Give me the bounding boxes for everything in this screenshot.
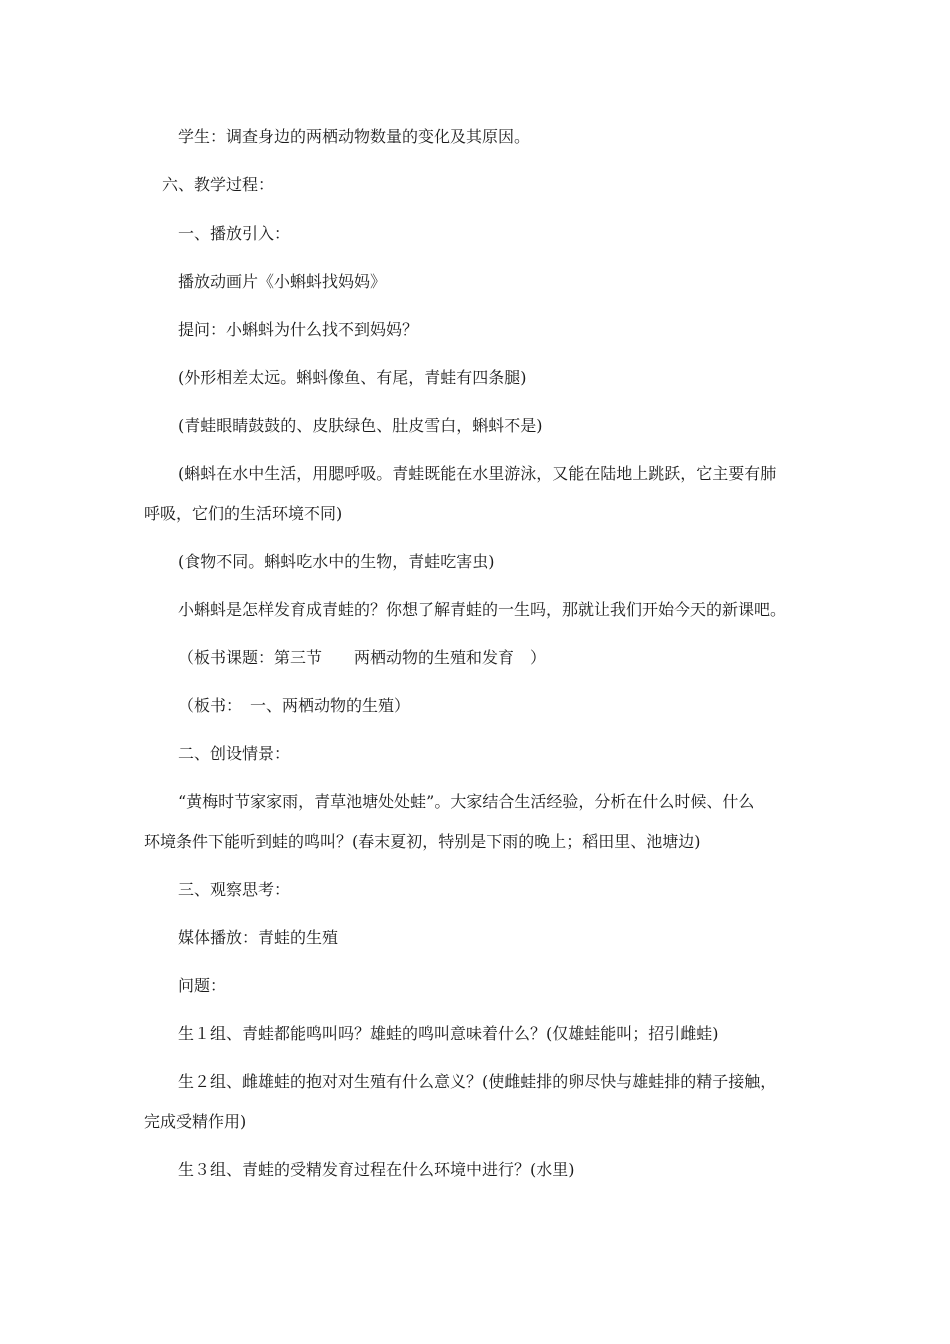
heading-scenario: 二、创设情景： bbox=[178, 744, 291, 763]
heading-teaching-process: 六、教学过程： bbox=[162, 175, 275, 194]
text-line-questions-label: 问题： bbox=[178, 976, 227, 995]
text-line-answer-2: (青蛙眼睛鼓鼓的、皮肤绿色、肚皮雪白，蝌蚪不是) bbox=[178, 416, 543, 435]
text-line-answer-1: (外形相差太远。蝌蚪像鱼、有尾，青蛙有四条腿) bbox=[178, 368, 527, 387]
text-line-poem: “黄梅时节家家雨，青草池塘处处蛙”。大家结合生活经验，分析在什么时候、什么 bbox=[178, 792, 755, 811]
text-line-group-2-cont: 完成受精作用) bbox=[144, 1112, 247, 1131]
text-line-answer-4: (食物不同。蝌蚪吃水中的生物，青蛙吃害虫) bbox=[178, 552, 495, 571]
text-line-play-animation: 播放动画片《小蝌蚪找妈妈》 bbox=[178, 272, 387, 291]
text-line-group-1: 生１组、青蛙都能鸣叫吗？雄蛙的鸣叫意味着什么？(仅雄蛙能叫；招引雌蛙) bbox=[178, 1024, 719, 1043]
text-line-board-note: （板书： 一、两栖动物的生殖） bbox=[178, 696, 411, 715]
text-line-question: 提问：小蝌蚪为什么找不到妈妈？ bbox=[178, 320, 419, 339]
heading-observe: 三、观察思考： bbox=[178, 880, 291, 899]
text-line-poem-cont: 环境条件下能听到蛙的鸣叫？(春末夏初，特别是下雨的晚上；稻田里、池塘边) bbox=[144, 832, 701, 851]
text-line-board-title: （板书课题：第三节 两栖动物的生殖和发育 ） bbox=[178, 648, 547, 667]
heading-intro: 一、播放引入： bbox=[178, 224, 291, 243]
text-line-transition: 小蝌蚪是怎样发育成青蛙的？你想了解青蛙的一生吗，那就让我们开始今天的新课吧。 bbox=[178, 600, 787, 619]
text-line-student-task: 学生：调查身边的两栖动物数量的变化及其原因。 bbox=[178, 127, 531, 146]
text-line-group-3: 生３组、青蛙的受精发育过程在什么环境中进行？(水里) bbox=[178, 1160, 575, 1179]
text-line-answer-3-cont: 呼吸，它们的生活环境不同) bbox=[144, 504, 343, 523]
text-line-media: 媒体播放：青蛙的生殖 bbox=[178, 928, 339, 947]
text-line-answer-3: (蝌蚪在水中生活，用腮呼吸。青蛙既能在水里游泳，又能在陆地上跳跃，它主要有肺 bbox=[178, 464, 777, 483]
text-line-group-2: 生２组、雌雄蛙的抱对对生殖有什么意义？(使雌蛙排的卵尽快与雄蛙排的精子接触， bbox=[178, 1072, 777, 1091]
